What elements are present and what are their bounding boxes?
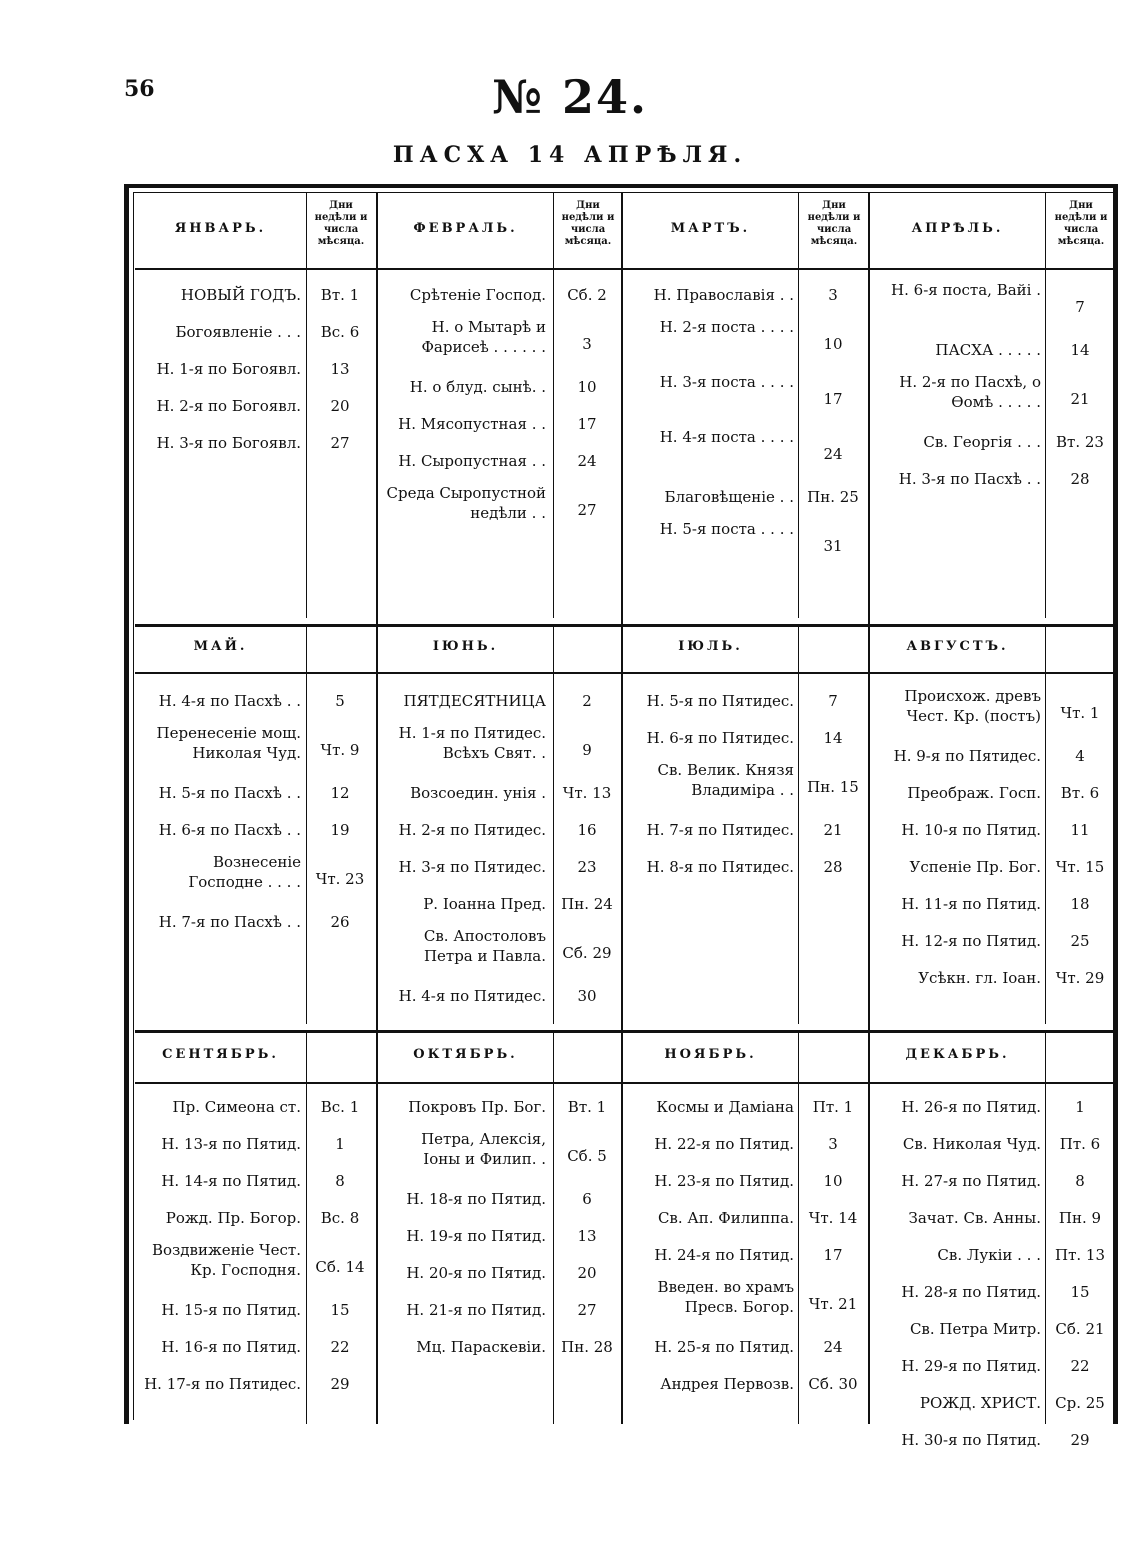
entry-date: 22 — [330, 1338, 350, 1356]
entry-date: 17 — [823, 390, 843, 408]
entry-date: Сб. 21 — [1055, 1320, 1105, 1338]
month-name: СЕНТЯБРЬ. — [162, 1047, 279, 1062]
entry-date: Чт. 29 — [1055, 969, 1105, 987]
month-name: ДЕКАБРЬ. — [905, 1047, 1010, 1062]
date-column-divider — [798, 192, 799, 618]
entry-name: Н. 16-я по Пятид. — [161, 1338, 301, 1356]
entry-name: Н. 14-я по Пятид. — [161, 1172, 301, 1190]
entry-date: 29 — [330, 1375, 350, 1393]
entry-date: 10 — [823, 1172, 843, 1190]
entry-date: 27 — [330, 434, 350, 452]
month-divider — [868, 192, 870, 1424]
date-column-divider — [553, 624, 554, 1024]
entry-name: Н. 6-я по Пасхѣ . . — [158, 821, 301, 839]
entry-date: 8 — [1075, 1172, 1085, 1190]
entry-name: Н. о Мытарѣ и Фарисеѣ . . . . . . — [421, 318, 546, 356]
entry-date: 26 — [330, 913, 350, 931]
date-column-divider — [306, 624, 307, 1024]
entry-date: Пт. 6 — [1059, 1135, 1101, 1153]
entry-date: 3 — [828, 1135, 838, 1153]
entry-name: Н. 5-я по Пятидес. — [646, 692, 794, 710]
entry-name: Н. Мясопустная . . — [398, 415, 546, 433]
entry-date: 7 — [1075, 298, 1085, 316]
days-column-header: Дни недѣли и числа мѣсяца. — [1054, 200, 1108, 247]
entry-date: Чт. 1 — [1060, 704, 1100, 722]
entry-name: Н. 19-я по Пятид. — [406, 1227, 546, 1245]
entry-date: 16 — [577, 821, 597, 839]
entry-name: Рожд. Пр. Богор. — [165, 1209, 301, 1227]
entry-date: 5 — [335, 692, 345, 710]
entry-name: Н. 2-я поста . . . . — [659, 318, 794, 336]
header-rule — [135, 268, 1117, 270]
entry-date: Вт. 1 — [320, 286, 360, 304]
entry-name: Н. 1-я по Пятидес. Всѣхъ Свят. . — [398, 724, 546, 762]
entry-name: Н. 3-я по Пасхѣ . . — [898, 470, 1041, 488]
entry-name: Н. 3-я по Пятидес. — [398, 858, 546, 876]
entry-date: 1 — [335, 1135, 345, 1153]
entry-name: Н. 12-я по Пятид. — [901, 932, 1041, 950]
entry-name: Н. 21-я по Пятид. — [406, 1301, 546, 1319]
entry-date: Чт. 23 — [315, 870, 365, 888]
entry-date: Вт. 6 — [1060, 784, 1100, 802]
entry-date: 3 — [582, 335, 592, 353]
month-name: МАЙ. — [193, 639, 248, 654]
entry-name: Н. 1-я по Богоявл. — [156, 360, 301, 378]
entry-name: Н. Сыропустная . . — [398, 452, 546, 470]
entry-date: 23 — [577, 858, 597, 876]
entry-name: Н. 22-я по Пятид. — [654, 1135, 794, 1153]
entry-name: Н. 2-я по Богоявл. — [156, 397, 301, 415]
date-column-divider — [553, 1030, 554, 1424]
page-subtitle: ПАСХА 14 АПРѢЛЯ. — [392, 142, 748, 168]
entry-date: Вт. 23 — [1056, 433, 1104, 451]
entry-date: Чт. 13 — [562, 784, 612, 802]
month-divider — [376, 192, 378, 1424]
entry-date: Пт. 13 — [1054, 1246, 1105, 1264]
entry-date: 10 — [823, 335, 843, 353]
entry-name: Н. 24-я по Пятид. — [654, 1246, 794, 1264]
entry-date: 28 — [823, 858, 843, 876]
month-name: ЯНВАРЬ. — [174, 221, 267, 236]
entry-name: Н. Православія . . — [653, 286, 794, 304]
entry-date: Вс. 1 — [320, 1098, 360, 1116]
entry-name: Св. Велик. Князя Владиміра . . — [657, 761, 794, 799]
entry-name: Н. 15-я по Пятид. — [161, 1301, 301, 1319]
entry-name: Н. 13-я по Пятид. — [161, 1135, 301, 1153]
month-name: ІЮНЬ. — [432, 639, 499, 654]
entry-date: 10 — [577, 378, 597, 396]
entry-date: 14 — [823, 729, 843, 747]
entry-name: Н. 17-я по Пятидес. — [144, 1375, 301, 1393]
entry-date: 18 — [1070, 895, 1090, 913]
entry-name: Н. 8-я по Пятидес. — [646, 858, 794, 876]
entry-date: Ср. 25 — [1055, 1394, 1105, 1412]
date-column-divider — [553, 192, 554, 618]
entry-name: Покровъ Пр. Бог. — [408, 1098, 546, 1116]
entry-date: Сб. 29 — [562, 944, 612, 962]
entry-date: 20 — [577, 1264, 597, 1282]
entry-date: 17 — [823, 1246, 843, 1264]
entry-name: Св. Петра Митр. — [909, 1320, 1041, 1338]
date-column-divider — [798, 624, 799, 1024]
entry-date: Сб. 5 — [567, 1147, 607, 1165]
entry-name: Срѣтеніе Господ. — [409, 286, 546, 304]
entry-date: 21 — [823, 821, 843, 839]
entry-date: Пн. 9 — [1058, 1209, 1102, 1227]
entry-date: Чт. 14 — [808, 1209, 858, 1227]
entry-name: ПЯТДЕСЯТНИЦА — [403, 692, 546, 710]
entry-name: Н. 2-я по Пасхѣ, о Ѳомѣ . . . . . — [899, 373, 1041, 411]
entry-name: Н. 3-я по Богоявл. — [156, 434, 301, 452]
entry-name: Богоявленіе . . . — [175, 323, 301, 341]
entry-date: 15 — [330, 1301, 350, 1319]
entry-name: Усѣкн. гл. Іоан. — [918, 969, 1041, 987]
entry-name: Благовѣщеніе . . — [664, 488, 794, 506]
entry-date: Пн. 24 — [561, 895, 613, 913]
date-column-divider — [306, 1030, 307, 1424]
date-column-divider — [306, 192, 307, 618]
entry-name: Н. 5-я поста . . . . — [659, 520, 794, 538]
month-name: ІЮЛЬ. — [678, 639, 743, 654]
entry-date: 14 — [1070, 341, 1090, 359]
month-divider — [621, 192, 623, 1424]
entry-name: Петра, Алексія, Іоны и Филип. . — [421, 1130, 546, 1168]
entry-name: Н. 4-я поста . . . . — [659, 428, 794, 446]
entry-date: 25 — [1070, 932, 1090, 950]
entry-date: 12 — [330, 784, 350, 802]
entry-date: 24 — [823, 1338, 843, 1356]
month-name: АПРѢЛЬ. — [911, 221, 1004, 236]
entry-date: Сб. 30 — [808, 1375, 858, 1393]
entry-name: Н. 7-я по Пасхѣ . . — [158, 913, 301, 931]
entry-date: 2 — [582, 692, 592, 710]
entry-name: Н. 27-я по Пятид. — [901, 1172, 1041, 1190]
entry-date: Сб. 14 — [315, 1258, 365, 1276]
entry-name: Н. 6-я по Пятидес. — [646, 729, 794, 747]
entry-date: 9 — [582, 741, 592, 759]
entry-date: 3 — [828, 286, 838, 304]
month-name: АВГУСТЪ. — [906, 639, 1009, 654]
days-column-header: Дни недѣли и числа мѣсяца. — [807, 200, 861, 247]
month-name: ОКТЯБРЬ. — [413, 1047, 518, 1062]
entry-name: Н. 4-я по Пятидес. — [398, 987, 546, 1005]
entry-name: Возсоедин. унія . — [410, 784, 546, 802]
entry-name: Св. Георгія . . . — [923, 433, 1041, 451]
entry-date: Чт. 9 — [320, 741, 360, 759]
header-rule — [135, 672, 1117, 674]
entry-name: Преображ. Госп. — [907, 784, 1041, 802]
entry-name: Н. 5-я по Пасхѣ . . — [158, 784, 301, 802]
month-name: НОЯБРЬ. — [664, 1047, 757, 1062]
entry-name: Среда Сыропустной недѣли . . — [386, 484, 546, 522]
entry-date: 13 — [577, 1227, 597, 1245]
entry-date: 17 — [577, 415, 597, 433]
entry-date: Пн. 15 — [807, 778, 859, 796]
entry-name: Н. 7-я по Пятидес. — [646, 821, 794, 839]
days-column-header: Дни недѣли и числа мѣсяца. — [561, 200, 615, 247]
entry-date: Вс. 8 — [320, 1209, 360, 1227]
entry-name: Н. 23-я по Пятид. — [654, 1172, 794, 1190]
days-column-header: Дни недѣли и числа мѣсяца. — [314, 200, 368, 247]
page-number: 56 — [124, 76, 155, 102]
entry-name: Пр. Симеона ст. — [172, 1098, 301, 1116]
entry-name: Успеніе Пр. Бог. — [909, 858, 1041, 876]
date-column-divider — [798, 1030, 799, 1424]
entry-name: Н. 4-я по Пасхѣ . . — [158, 692, 301, 710]
entry-date: 20 — [330, 397, 350, 415]
entry-date: 27 — [577, 501, 597, 519]
entry-name: Н. 30-я по Пятид. — [901, 1431, 1041, 1449]
entry-date: Вт. 1 — [567, 1098, 607, 1116]
quarter-rule — [135, 624, 1117, 627]
date-column-divider — [1045, 1030, 1046, 1424]
entry-date: 19 — [330, 821, 350, 839]
entry-name: Н. 9-я по Пятидес. — [893, 747, 1041, 765]
entry-name: Н. о блуд. сынѣ. . — [409, 378, 546, 396]
entry-date: Пт. 1 — [812, 1098, 854, 1116]
entry-name: ПАСХА . . . . . — [935, 341, 1041, 359]
entry-date: Вс. 6 — [320, 323, 360, 341]
entry-date: 11 — [1070, 821, 1090, 839]
entry-date: 31 — [823, 537, 843, 555]
quarter-rule — [135, 1030, 1117, 1033]
entry-name: Св. Апостоловъ Петра и Павла. — [423, 927, 546, 965]
entry-name: Н. 3-я поста . . . . — [659, 373, 794, 391]
entry-name: Н. 18-я по Пятид. — [406, 1190, 546, 1208]
entry-name: Происхож. древъ Чест. Кр. (постъ) — [904, 687, 1041, 725]
entry-name: Н. 10-я по Пятид. — [901, 821, 1041, 839]
page-title: № 24. — [491, 70, 649, 124]
entry-name: НОВЫЙ ГОДЪ. — [180, 286, 301, 304]
month-name: ФЕВРАЛЬ. — [413, 221, 518, 236]
entry-name: Н. 28-я по Пятид. — [901, 1283, 1041, 1301]
entry-date: 13 — [330, 360, 350, 378]
entry-name: Мц. Параскевіи. — [416, 1338, 546, 1356]
entry-date: 24 — [577, 452, 597, 470]
entry-date: 24 — [823, 445, 843, 463]
entry-date: 1 — [1075, 1098, 1085, 1116]
entry-name: Введен. во храмъ Пресв. Богор. — [657, 1278, 794, 1316]
entry-date: 29 — [1070, 1431, 1090, 1449]
entry-date: 6 — [582, 1190, 592, 1208]
entry-date: 7 — [828, 692, 838, 710]
entry-name: Зачат. Св. Анны. — [908, 1209, 1041, 1227]
month-name: МАРТЪ. — [670, 221, 751, 236]
entry-name: Перенесеніе мощ. Николая Чуд. — [156, 724, 301, 762]
entry-date: 28 — [1070, 470, 1090, 488]
entry-name: Св. Николая Чуд. — [902, 1135, 1041, 1153]
entry-name: Св. Лукіи . . . — [937, 1246, 1041, 1264]
date-column-divider — [1045, 192, 1046, 618]
date-column-divider — [1045, 624, 1046, 1024]
entry-date: 21 — [1070, 390, 1090, 408]
entry-date: 15 — [1070, 1283, 1090, 1301]
entry-date: 22 — [1070, 1357, 1090, 1375]
entry-date: 4 — [1075, 747, 1085, 765]
entry-name: Космы и Даміана — [656, 1098, 794, 1116]
entry-date: Пн. 25 — [807, 488, 859, 506]
entry-name: Воздвиженіе Чест. Кр. Господня. — [152, 1241, 301, 1279]
entry-name: Н. 25-я по Пятид. — [654, 1338, 794, 1356]
entry-name: Н. 11-я по Пятид. — [901, 895, 1041, 913]
entry-name: Св. Ап. Филиппа. — [657, 1209, 794, 1227]
header-rule — [135, 1082, 1117, 1084]
entry-name: Н. 2-я по Пятидес. — [398, 821, 546, 839]
entry-date: Чт. 15 — [1055, 858, 1105, 876]
entry-name: РОЖД. ХРИСТ. — [919, 1394, 1041, 1412]
entry-name: Р. Іоанна Пред. — [423, 895, 546, 913]
entry-date: Пн. 28 — [561, 1338, 613, 1356]
entry-name: Н. 6-я поста, Вайі . — [891, 281, 1041, 299]
entry-date: 8 — [335, 1172, 345, 1190]
entry-name: Вознесеніе Господне . . . . — [188, 853, 301, 891]
entry-date: 27 — [577, 1301, 597, 1319]
entry-name: Н. 29-я по Пятид. — [901, 1357, 1041, 1375]
entry-date: 30 — [577, 987, 597, 1005]
entry-name: Н. 20-я по Пятид. — [406, 1264, 546, 1282]
entry-name: Андрея Первозв. — [660, 1375, 794, 1393]
entry-date: Сб. 2 — [567, 286, 607, 304]
entry-date: Чт. 21 — [808, 1295, 858, 1313]
entry-name: Н. 26-я по Пятид. — [901, 1098, 1041, 1116]
